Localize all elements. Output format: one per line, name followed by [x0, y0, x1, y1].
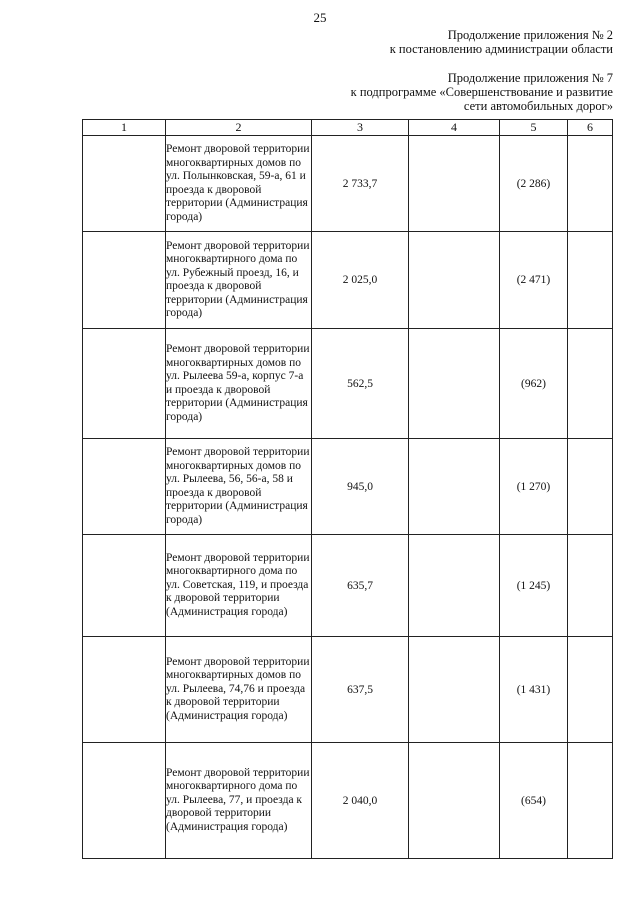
- table-row: [83, 637, 613, 743]
- cell-amount: 637,5: [312, 637, 409, 743]
- cell-c6: [568, 637, 613, 743]
- appendix-header-2-line1: Продолжение приложения № 2: [447, 28, 613, 42]
- cell-amount: 2 733,7: [312, 136, 409, 232]
- cell-c1: [83, 439, 166, 535]
- column-header-3: 3: [312, 120, 409, 136]
- table-row: [83, 439, 613, 535]
- cell-amount-bracketed: (654): [500, 743, 568, 859]
- cell-amount-bracketed: (1 431): [500, 637, 568, 743]
- table-row: [83, 136, 613, 232]
- cell-amount: 2 025,0: [312, 232, 409, 329]
- cell-amount: 2 040,0: [312, 743, 409, 859]
- cell-description: Ремонт дворовой территории многоквартирных домов по ул. Рылеева, 74,76 и проезда к дворовой территории (Администрация города): [166, 637, 312, 743]
- cell-c1: [83, 136, 166, 232]
- cell-c6: [568, 535, 613, 637]
- cell-c4: [409, 329, 500, 439]
- page-number: 25: [313, 10, 327, 25]
- column-header-2: 2: [166, 120, 312, 136]
- appendix-header-2: [390, 28, 613, 56]
- cell-description: Ремонт дворовой территории многоквартирного дома по ул. Советская, 119, и проезда к дворовой территории (Администрация города): [166, 535, 312, 637]
- table-row: [83, 743, 613, 859]
- column-header-1: 1: [83, 120, 166, 136]
- cell-c4: [409, 439, 500, 535]
- program-table: [82, 119, 613, 859]
- cell-c4: [409, 535, 500, 637]
- cell-c6: [568, 136, 613, 232]
- cell-amount: 635,7: [312, 535, 409, 637]
- appendix-header-7-line2: к подпрограмме «Совершенствование и развитие: [350, 85, 613, 99]
- cell-c6: [568, 329, 613, 439]
- cell-description: Ремонт дворовой территории многоквартирных домов по ул. Рылеева 59-а, корпус 7-а и проезда к дворовой территории (Администрация города): [166, 329, 312, 439]
- cell-c6: [568, 439, 613, 535]
- column-header-5: 5: [500, 120, 568, 136]
- cell-amount-bracketed: (1 270): [500, 439, 568, 535]
- cell-amount: 562,5: [312, 329, 409, 439]
- cell-c1: [83, 637, 166, 743]
- appendix-header-7-line1: Продолжение приложения № 7: [447, 71, 613, 85]
- column-header-4: 4: [409, 120, 500, 136]
- cell-amount-bracketed: (2 286): [500, 136, 568, 232]
- cell-amount-bracketed: (962): [500, 329, 568, 439]
- cell-c1: [83, 329, 166, 439]
- cell-c1: [83, 535, 166, 637]
- appendix-header-7: [351, 71, 613, 113]
- cell-description: Ремонт дворовой территории многоквартирных домов по ул. Рылеева, 56, 56-а, 58 и проезда к дворовой территории (Администрация города): [166, 439, 312, 535]
- cell-c6: [568, 743, 613, 859]
- cell-description: Ремонт дворовой территории многоквартирного дома по ул. Рылеева, 77, и проезда к дворовой территории (Администрация города): [166, 743, 312, 859]
- cell-description: Ремонт дворовой территории многоквартирного дома по ул. Рубежный проезд, 16, и проезда к дворовой территории (Администрация города): [166, 232, 312, 329]
- appendix-header-2-line2: к постановлению администрации области: [389, 42, 613, 56]
- cell-c1: [83, 232, 166, 329]
- cell-c1: [83, 743, 166, 859]
- cell-c6: [568, 232, 613, 329]
- cell-description: Ремонт дворовой территории многоквартирных домов по ул. Полынковская, 59-а, 61 и проезда к дворовой территории (Администрация города): [166, 136, 312, 232]
- table-row: [83, 535, 613, 637]
- table-row: [83, 232, 613, 329]
- cell-amount: 945,0: [312, 439, 409, 535]
- cell-c4: [409, 637, 500, 743]
- cell-c4: [409, 232, 500, 329]
- appendix-header-7-line3: сети автомобильных дорог»: [463, 99, 613, 113]
- table-header-row: [83, 120, 613, 136]
- cell-c4: [409, 743, 500, 859]
- cell-c4: [409, 136, 500, 232]
- column-header-6: 6: [568, 120, 613, 136]
- table-row: [83, 329, 613, 439]
- cell-amount-bracketed: (1 245): [500, 535, 568, 637]
- cell-amount-bracketed: (2 471): [500, 232, 568, 329]
